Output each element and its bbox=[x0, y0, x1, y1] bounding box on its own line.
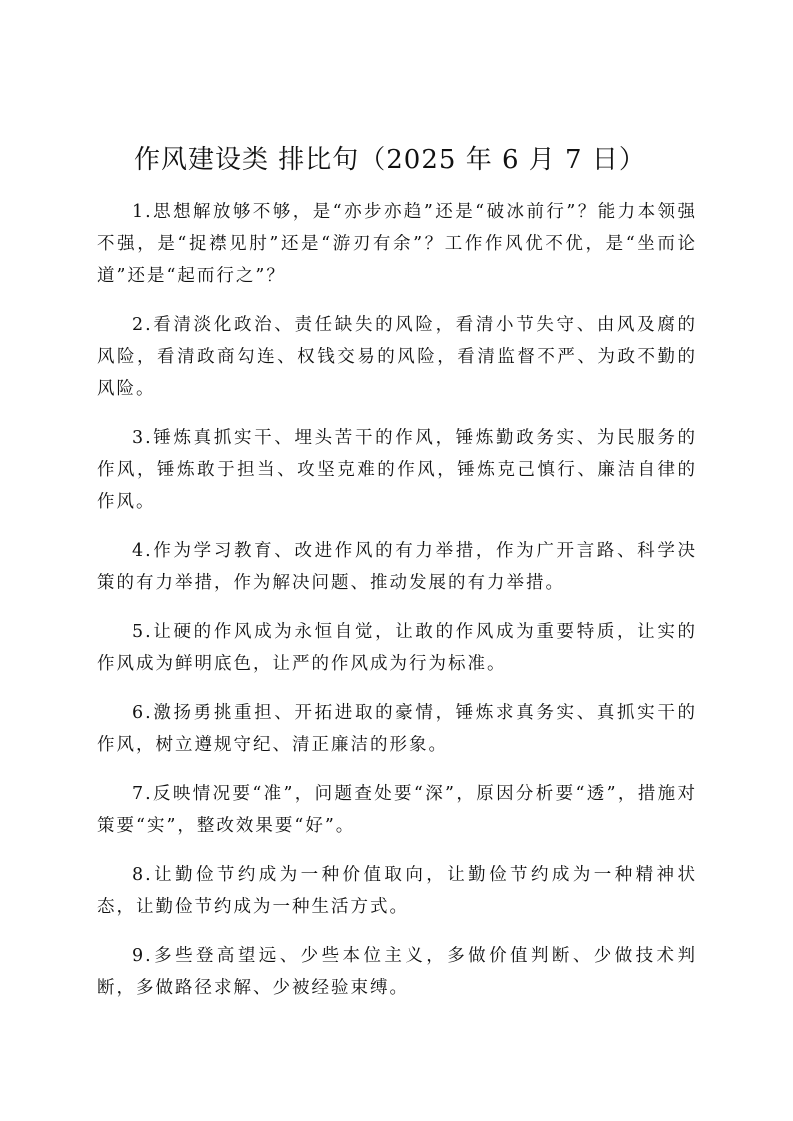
paragraph-1: 1.思想解放够不够，是“亦步亦趋”还是“破冰前行”？能力本领强不强，是“捉襟见肘”还是“游刃有余”？工作作风优不优，是“坐而论道”还是“起而行之”？ bbox=[97, 202, 697, 286]
document-title: 作风建设类 排比句（2025 年 6 月 7 日） bbox=[134, 145, 646, 175]
paragraph-5: 5.让硬的作风成为永恒自觉，让敢的作风成为重要特质，让实的作风成为鲜明底色，让严的作风成为行为标准。 bbox=[97, 622, 697, 674]
paragraph-6: 6.激扬勇挑重担、开拓进取的豪情，锤炼求真务实、真抓实干的作风，树立遵规守纪、清正廉洁的形象。 bbox=[97, 703, 697, 755]
paragraph-3: 3.锤炼真抓实干、埋头苦干的作风，锤炼勤政务实、为民服务的作风，锤炼敢于担当、攻坚克难的作风，锤炼克己慎行、廉洁自律的作风。 bbox=[97, 428, 697, 512]
paragraph-8: 8.让勤俭节约成为一种价值取向，让勤俭节约成为一种精神状态，让勤俭节约成为一种生活方式。 bbox=[97, 865, 697, 917]
paragraph-7: 7.反映情况要“准”，问题查处要“深”，原因分析要“透”，措施对策要“实”，整改效果要“好”。 bbox=[97, 784, 697, 836]
document-body bbox=[97, 196, 697, 1021]
paragraph-2: 2.看清淡化政治、责任缺失的风险，看清小节失守、由风及腐的风险，看清政商勾连、权钱交易的风险，看清监督不严、为政不勤的风险。 bbox=[97, 315, 697, 399]
paragraph-9: 9.多些登高望远、少些本位主义，多做价值判断、少做技术判断，多做路径求解、少被经验束缚。 bbox=[97, 946, 697, 998]
paragraph-4: 4.作为学习教育、改进作风的有力举措，作为广开言路、科学决策的有力举措，作为解决问题、推动发展的有力举措。 bbox=[97, 541, 697, 593]
